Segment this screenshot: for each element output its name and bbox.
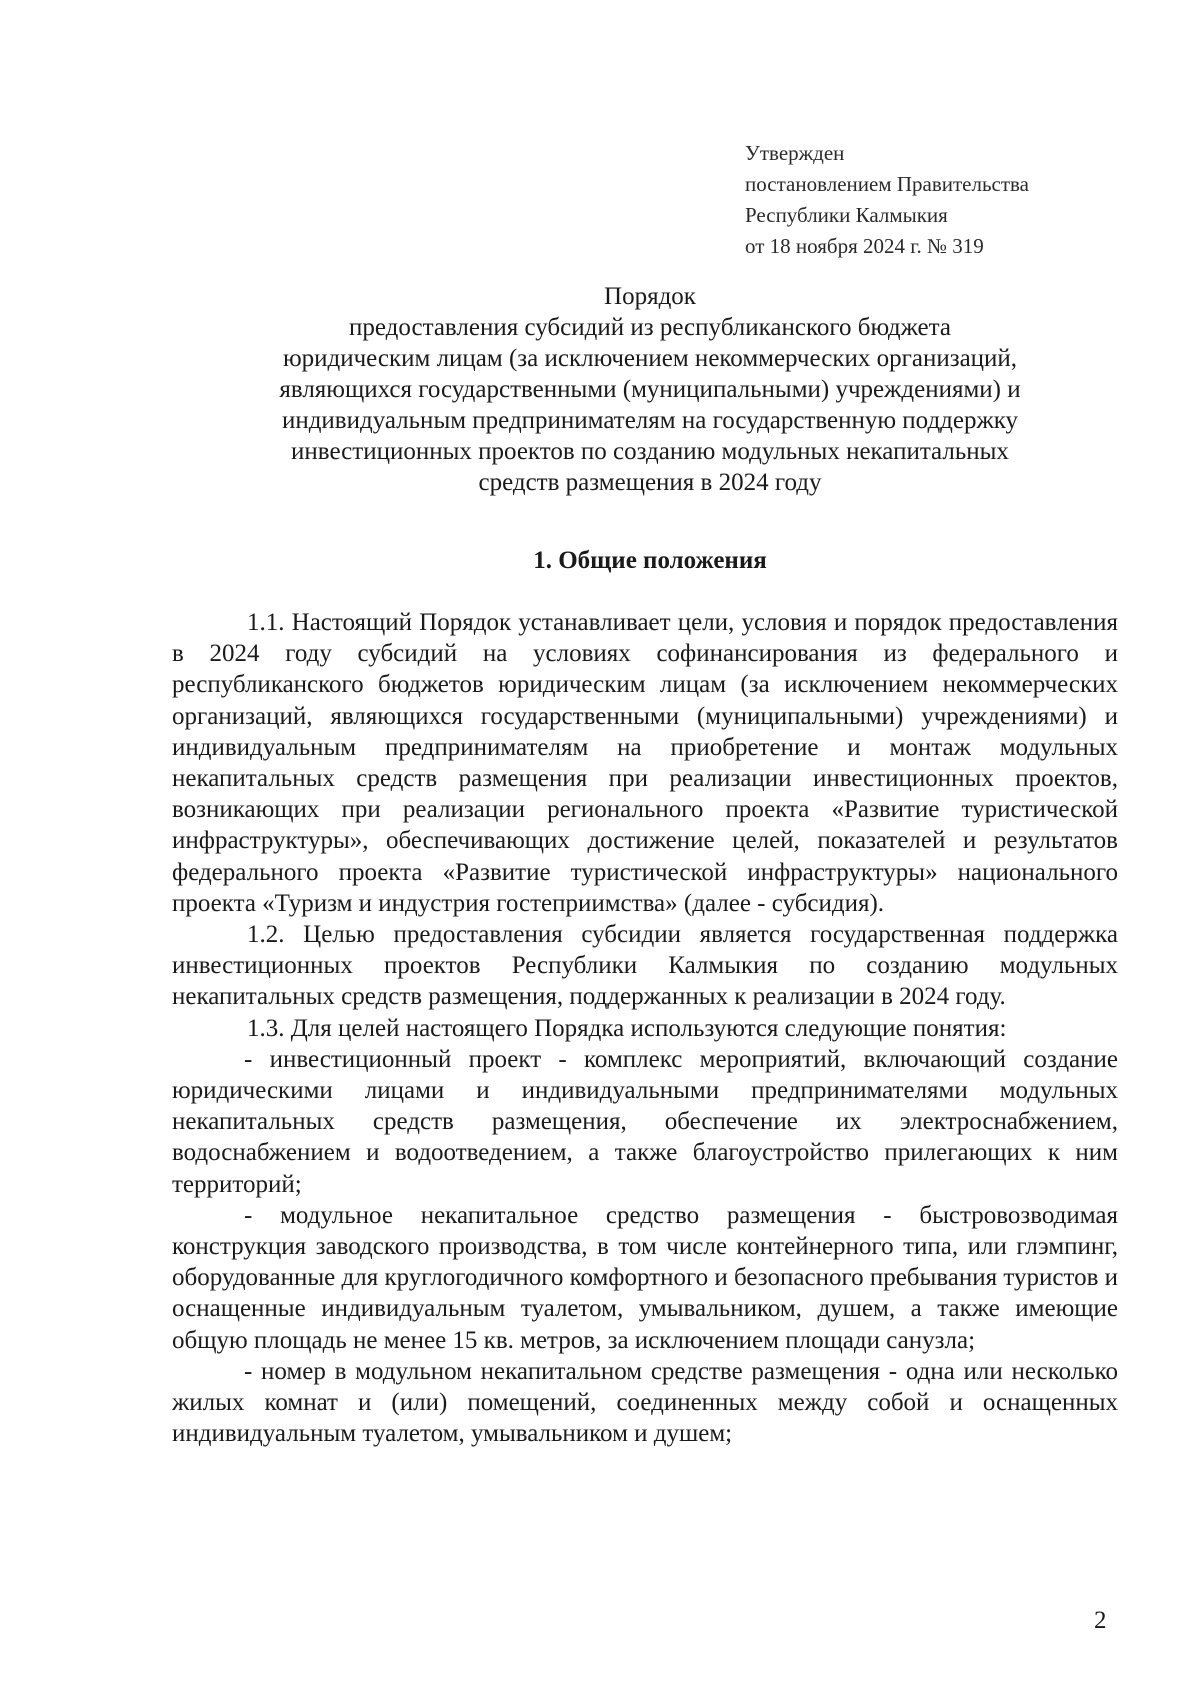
title-line: юридическим лицам (за исключением некоммерческих организаций, <box>282 345 1018 372</box>
approval-line: Республики Калмыкия <box>745 203 948 227</box>
approval-line: постановлением Правительства <box>745 172 1030 196</box>
title-line: являющихся государственными (муниципальными) учреждениями) и <box>279 376 1021 403</box>
document-body <box>172 607 1118 1449</box>
document-title <box>170 281 1130 498</box>
paragraph-1-1: 1.1. Настоящий Порядок устанавливает цели, условия и порядок предоставления в 2024 году субсидий на условиях софинансирования из федерального и республиканского бюджетов юридическим лицам (за исключением некоммерческих организаций, являющихся государственными (муниципальными) учреждениями) и индивидуальным предпринимателям на приобретение и монтаж модульных некапитальных средств размещения при реализации инвестиционных проектов, возникающих при реализации регионального проекта «Развитие туристической инфраструктуры», обеспечивающих достижение целей, показателей и результатов федерального проекта «Развитие туристической инфраструктуры» национального проекта «Туризм и индустрия гостеприимства» (далее - субсидия). <box>172 609 1118 917</box>
approval-line: от 18 ноября 2024 г. № 319 <box>745 234 984 258</box>
title-line: инвестиционных проектов по созданию модульных некапитальных <box>291 438 1009 465</box>
title-line: предоставления субсидий из республиканского бюджета <box>349 314 951 341</box>
title-line: Порядок <box>604 283 696 310</box>
definition-modular-facility: - модульное некапитальное средство размещения - быстровозводимая конструкция заводского производства, в том числе контейнерного типа, или глэмпинг, оборудованные для круглогодичного комфортного и безопасного пребывания туристов и оснащенные индивидуальным туалетом, умывальником, душем, а также имеющие общую площадь не менее 15 кв. метров, за исключением площади санузла; <box>172 1201 1118 1354</box>
approval-line: Утвержден <box>745 141 845 165</box>
title-line: средств размещения в 2024 году <box>478 469 822 496</box>
title-line: индивидуальным предпринимателям на государственную поддержку <box>281 407 1019 434</box>
page-number: 2 <box>1094 1607 1107 1634</box>
section-heading: 1. Общие положения <box>533 547 767 574</box>
paragraph-1-2: 1.2. Целью предоставления субсидии является государственная поддержка инвестиционных проектов Республики Калмыкия по созданию модульных некапитальных средств размещения, поддержанных к реализации в 2024 году. <box>172 921 1118 1011</box>
approval-stamp-block <box>745 138 1105 262</box>
paragraph-1-3: 1.3. Для целей настоящего Порядка используются следующие понятия: <box>247 1014 1007 1042</box>
definition-room: - номер в модульном некапитальном средстве размещения - одна или несколько жилых комнат и (или) помещений, соединенных между собой и оснащенных индивидуальным туалетом, умывальником и душем; <box>172 1357 1118 1448</box>
definition-investment-project: - инвестиционный проект - комплекс мероприятий, включающий создание юридическими лицами и индивидуальными предпринимателями модульных некапитальных средств размещения, обеспечение их электроснабжением, водоснабжением и водоотведением, а также благоустройство прилегающих к ним территорий; <box>172 1045 1118 1198</box>
